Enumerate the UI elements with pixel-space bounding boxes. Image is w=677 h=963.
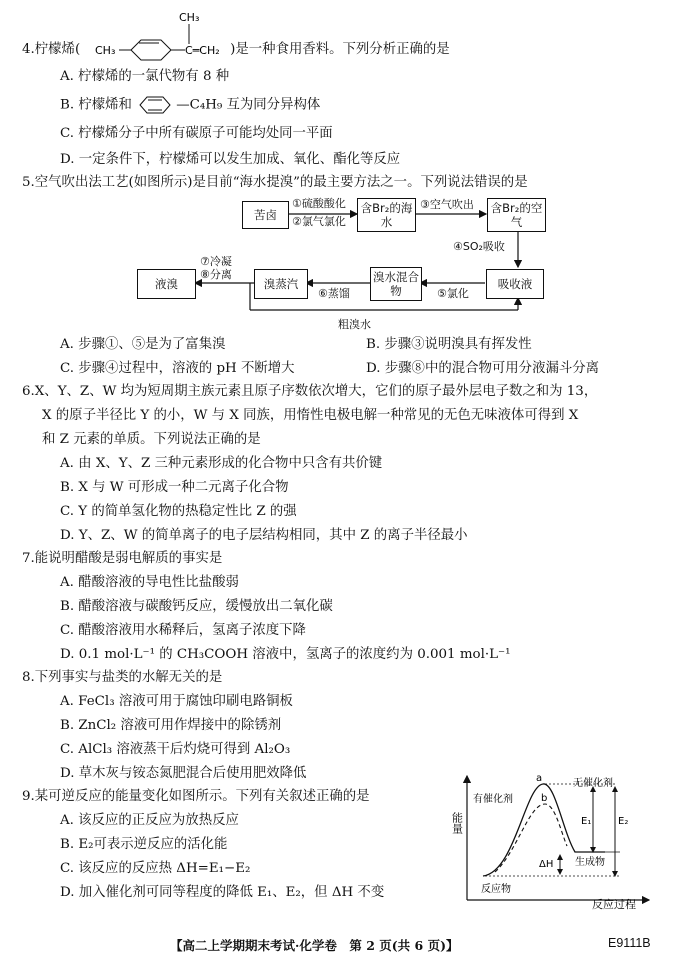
q7-option-c[interactable]: C. 醋酸溶液用水稀释后，氢离子浓度下降	[60, 623, 306, 638]
q5-stem: 5.空气吹出法工艺(如图所示)是目前“海水提溴”的最主要方法之一。下列说法错误的是	[22, 175, 528, 190]
step-1-label: ①硫酸酸化	[292, 197, 346, 210]
q4-option-b-post: 互为同分异构体	[226, 97, 321, 113]
q8-option-b[interactable]: B. ZnCl₂ 溶液可用作焊接中的除锈剂	[60, 718, 282, 733]
box-bromine-vapor: 溴蒸汽	[254, 269, 308, 299]
benzene-ring-icon	[136, 95, 176, 115]
q6-option-d[interactable]: D. Y、Z、W 的简单离子的电子层结构相同，其中 Z 的离子半径最小	[60, 528, 468, 543]
box-absorption-liquid: 吸收液	[486, 269, 544, 299]
e1-label: E₁	[581, 816, 592, 827]
catalyzed-label: 有催化剂	[473, 794, 513, 805]
q6-stem-line-2: X 的原子半径比 Y 的小，W 与 X 同族，用惰性电极电解一种常见的无色无味液体可得到 X	[42, 408, 579, 423]
product-label: 生成物	[575, 857, 605, 868]
q6-option-b[interactable]: B. X 与 W 可形成一种二元离子化合物	[60, 480, 289, 495]
q9-stem: 9.某可逆反应的能量变化如图所示。下列有关叙述正确的是	[22, 789, 370, 804]
q8-option-d[interactable]: D. 草木灰与铵态氮肥混合后使用肥效降低	[60, 766, 307, 781]
box-bromine-water-mixture: 溴水混合物	[370, 267, 422, 301]
q5-option-b[interactable]: B. 步骤③说明溴具有挥发性	[366, 337, 532, 352]
q4-option-c[interactable]: C. 柠檬烯分子中所有碳原子可能均处同一平面	[60, 126, 333, 141]
q4-option-b-pre: B. 柠檬烯和	[60, 97, 132, 113]
q4-option-b-substituent: —C₄H₉	[176, 97, 223, 113]
q8-option-c[interactable]: C. AlCl₃ 溶液蒸干后灼烧可得到 Al₂O₃	[60, 742, 291, 757]
catalyzed-curve	[495, 804, 567, 872]
q7-option-a[interactable]: A. 醋酸溶液的导电性比盐酸弱	[60, 575, 239, 590]
structure-top-label: CH₃	[179, 11, 200, 24]
structure-left-label: CH₃	[95, 44, 116, 57]
footer-code: E9111B	[608, 936, 651, 950]
q6-option-c[interactable]: C. Y 的简单氢化物的热稳定性比 Z 的强	[60, 504, 297, 519]
box-br2-seawater: 含Br₂的海水	[357, 198, 416, 232]
q5-option-a[interactable]: A. 步骤①、⑤是为了富集溴	[60, 337, 226, 352]
reactant-label: 反应物	[481, 884, 511, 895]
progress-axis-label: 反应过程	[592, 898, 636, 911]
step-2-label: ②氯气氯化	[292, 215, 346, 228]
point-b-label: b	[541, 793, 548, 804]
step-4-label: ④SO₂吸收	[453, 240, 505, 253]
box-br2-air: 含Br₂的空气	[487, 198, 546, 232]
q6-stem-line-1: 6.X、Y、Z、W 均为短周期主族元素且原子序数依次增大，它们的原子最外层电子数之和为 13，	[22, 384, 598, 399]
energy-profile-diagram	[450, 772, 655, 914]
q4-option-d[interactable]: D. 一定条件下，柠檬烯可以发生加成、氧化、酯化等反应	[60, 152, 401, 167]
uncatalyzed-label: 无催化剂	[573, 778, 613, 789]
structure-right-label: C═CH₂	[185, 44, 220, 57]
step-3-label: ③空气吹出	[420, 198, 474, 211]
q5-option-c[interactable]: C. 步骤④过程中，溶液的 pH 不断增大	[60, 361, 295, 376]
crude-bromine-water-label: 粗溴水	[338, 318, 371, 331]
step-6-label: ⑥蒸馏	[318, 287, 350, 300]
q8-stem: 8.下列事实与盐类的水解无关的是	[22, 670, 223, 685]
q9-option-d[interactable]: D. 加入催化剂可同等程度的降低 E₁、E₂，但 ΔH 不变	[60, 885, 385, 900]
box-liquid-bromine: 液溴	[137, 269, 196, 299]
step-7-label: ⑦冷凝	[200, 255, 232, 268]
q9-option-c[interactable]: C. 该反应的反应热 ΔH=E₁−E₂	[60, 861, 251, 876]
step-5-label: ⑤氯化	[437, 287, 469, 300]
q4-option-a[interactable]: A. 柠檬烯的一氯代物有 8 种	[60, 69, 230, 84]
q5-option-d[interactable]: D. 步骤⑧中的混合物可用分液漏斗分离	[366, 361, 600, 376]
e2-label: E₂	[618, 816, 629, 827]
point-a-label: a	[536, 773, 543, 784]
q7-option-b[interactable]: B. 醋酸溶液与碳酸钙反应，缓慢放出二氧化碳	[60, 599, 333, 614]
q7-stem: 7.能说明醋酸是弱电解质的事实是	[22, 551, 223, 566]
delta-h-label: ΔH	[539, 859, 554, 870]
q9-option-a[interactable]: A. 该反应的正反应为放热反应	[60, 813, 239, 828]
energy-axis-label: 能量	[450, 812, 464, 834]
q6-stem-line-3: 和 Z 元素的单质。下列说法正确的是	[42, 432, 261, 447]
q4-stem-pre: 4.柠檬烯(	[22, 42, 81, 57]
q7-option-d[interactable]: D. 0.1 mol·L⁻¹ 的 CH₃COOH 溶液中，氢离子的浓度约为 0.001 mol·L⁻¹	[60, 647, 511, 662]
q4-option-b[interactable]	[60, 95, 320, 115]
q6-option-a[interactable]: A. 由 X、Y、Z 三种元素形成的化合物中只含有共价键	[60, 456, 383, 471]
q4-stem-post: )是一种食用香料。下列分析正确的是	[230, 42, 450, 57]
footer-title: 【高二上学期期末考试·化学卷 第 2 页(共 6 页)】	[170, 938, 459, 953]
step-8-label: ⑧分离	[200, 268, 232, 281]
q9-option-b[interactable]: B. E₂可表示逆反应的活化能	[60, 837, 228, 852]
limonene-structure	[95, 8, 265, 60]
box-bittern: 苦卤	[242, 201, 289, 229]
q8-option-a[interactable]: A. FeCl₃ 溶液可用于腐蚀印刷电路铜板	[60, 694, 293, 709]
